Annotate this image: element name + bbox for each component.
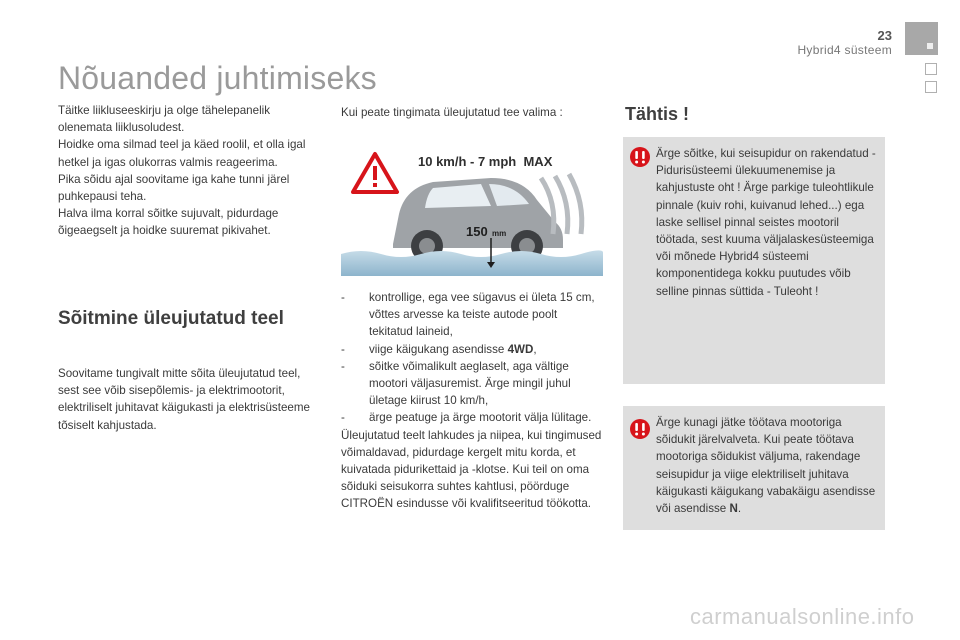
list-item: - kontrollige, ega vee sügavus ei ületa 15 cm, võttes arvesse ka teiste autode poolt tekitatud laineid,	[341, 291, 595, 339]
page-number: 23	[877, 28, 892, 43]
warning-icon	[629, 418, 651, 440]
intro-line: Täitke liikluseeskirju ja olge tähelepanelik olenemata liiklusoludest.	[58, 104, 271, 135]
speed-label: 10 km/h - 7 mph MAX	[418, 154, 553, 169]
chapter-tab-active[interactable]	[905, 22, 938, 55]
neutral-position: N	[729, 502, 738, 516]
page-title: Nõuanded juhtimiseks	[58, 60, 377, 96]
watermark: carmanualsonline.info	[690, 604, 915, 629]
depth-value: 150	[466, 224, 488, 239]
important-heading: Tähtis !	[625, 104, 690, 124]
chapter-tab[interactable]	[925, 81, 937, 93]
section-title: Hybrid4 süsteem	[797, 43, 892, 57]
precaution-list	[341, 289, 603, 513]
gear-position: 4WD	[507, 342, 534, 356]
closing-text: Üleujutatud teelt lahkudes ja niipea, kui tingimused võimaldavad, pidurdage kergelt mitu korda, et kuivatada pidurikettaid ja -klotse. Kui teil on oma sõiduki seisukorra suhtes kahtlusi, pöörduge CITROËN esindusse või kvalifitseeritud töökotta.	[341, 428, 602, 511]
warning-text: Ärge kunagi jätke töötava mootoriga sõidukit järelvalveta. Kui peate töötava mootoriga sõidukist väljuma, rakendage seisupidur ja viige elektriliselt juhitava käigukasti käigukang vabakäigu asendisse või asendisse N.	[656, 416, 876, 516]
list-item: - viige käigukang asendisse 4WD,	[341, 342, 537, 356]
intro-line: Hoidke oma silmad teel ja käed roolil, et olla igal hetkel ja igas olukorras valmis reageerima.	[58, 138, 306, 169]
list-item: - sõitke võimalikult aeglaselt, aga vältige mootori väljasuremist. Ärge mingil juhul ületage kiirust 10 km/h,	[341, 359, 571, 408]
column2-lead: Kui peate tingimata üleujutatud tee valima :	[341, 106, 563, 119]
depth-unit: mm	[492, 229, 507, 238]
intro-text	[58, 102, 323, 240]
intro-line: Halva ilma korral sõitke sujuvalt, pidurdage õigeaegselt ja hoidke suuremat pikivahet.	[58, 207, 279, 238]
warning-text: Ärge sõitke, kui seisupidur on rakendatud - Pidurisüsteemi ülekuumenemise ja kahjustuste oht ! Ärge parkige tuleohtlikule pinnale (kuiv rohi, kuivanud lehed...) ega laske sellisel pinnal seistes mootoril töötada, sest kuuma väljalaskesüsteemiga või mõnede Hybrid4 süsteemi komponentidega kokku puutudes võib selline pinnas süttida - Tuleoht !	[656, 147, 876, 298]
flood-illustration	[341, 148, 603, 276]
flood-body: Soovitame tungivalt mitte sõita üleujutatud teel, sest see võib sisepõlemis- ja elektrimootorit, elektriliselt juhitavat käigukasti ja elektrisüsteeme tõsiselt kahjustada.	[58, 367, 310, 432]
chapter-tab[interactable]	[925, 63, 937, 75]
list-item: - ärge peatuge ja ärge mootorit välja lülitage.	[341, 411, 592, 425]
flood-heading: Sõitmine üleujutatud teel	[58, 308, 284, 329]
intro-line: Pika sõidu ajal soovitame iga kahe tunni järel puhkepausi teha.	[58, 172, 290, 204]
warning-icon	[629, 146, 651, 168]
tab-marker-icon	[927, 43, 933, 49]
